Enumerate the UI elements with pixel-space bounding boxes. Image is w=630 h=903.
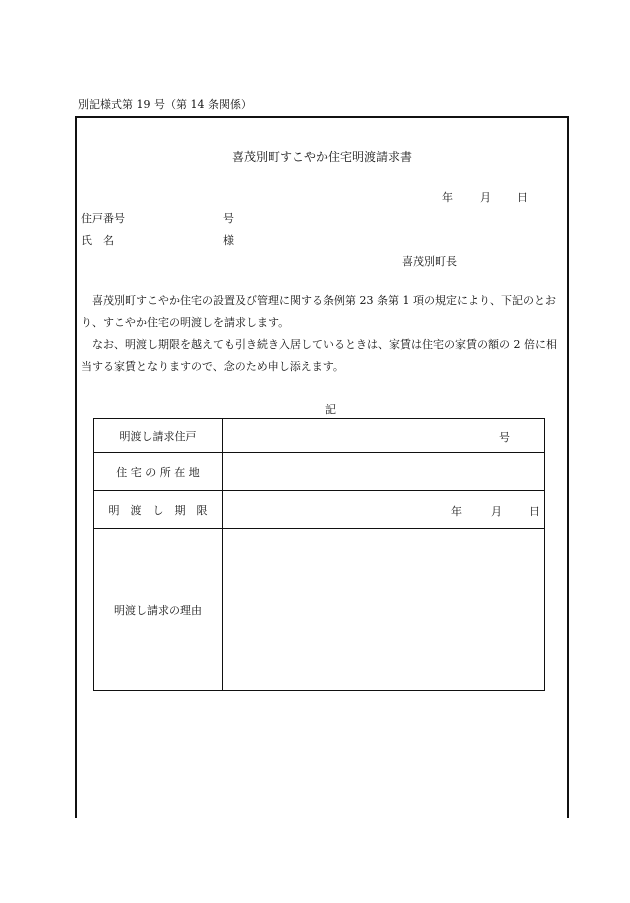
row-label-unit: 明渡し請求住戸 xyxy=(94,419,223,453)
table-row xyxy=(94,491,545,529)
row-label-address: 住 宅 の 所 在 地 xyxy=(94,453,223,491)
document-title: 喜茂別町すこやか住宅明渡請求書 xyxy=(231,150,412,164)
body-paragraph-2: なお、明渡し期限を越えても引き続き入居しているときは、家賃は住宅の家賃の額の 2 倍に相当する家賃となりますので、念のため申し添えます。 xyxy=(81,338,557,373)
deadline-value-cell xyxy=(223,491,545,529)
table-row xyxy=(94,453,545,491)
form-number-caption: 別記様式第 19 号（第 14 条関係） xyxy=(78,98,252,111)
body-paragraph-1: 喜茂別町すこやか住宅の設置及び管理に関する条例第 23 条第 1 項の規定により、下記のとおり、すこやか住宅の明渡しを請求します。 xyxy=(81,294,556,329)
deadline-month: 月 xyxy=(491,505,502,518)
deadline-day: 日 xyxy=(529,505,540,518)
name-honorific: 様 xyxy=(223,234,234,247)
row-label-reason: 明渡し請求の理由 xyxy=(94,529,223,691)
unit-suffix: 号 xyxy=(499,431,510,444)
ki-heading: 記 xyxy=(325,403,336,416)
sender-mayor: 喜茂別町長 xyxy=(402,255,457,268)
date-year: 年 xyxy=(442,191,453,204)
form-frame xyxy=(75,116,569,818)
table-row xyxy=(94,419,545,453)
date-month: 月 xyxy=(480,191,491,204)
date-day: 日 xyxy=(517,191,528,204)
row-label-deadline: 明 渡 し 期 限 xyxy=(94,491,223,529)
unit-number-label: 住戸番号 xyxy=(81,212,125,225)
request-details-table xyxy=(93,418,545,691)
name-label: 氏 名 xyxy=(81,234,114,247)
deadline-year: 年 xyxy=(451,505,462,518)
address-value-cell xyxy=(223,453,545,491)
unit-value-cell xyxy=(223,419,545,453)
unit-number-suffix: 号 xyxy=(223,212,234,225)
reason-value-cell xyxy=(223,529,545,691)
table-row xyxy=(94,529,545,691)
